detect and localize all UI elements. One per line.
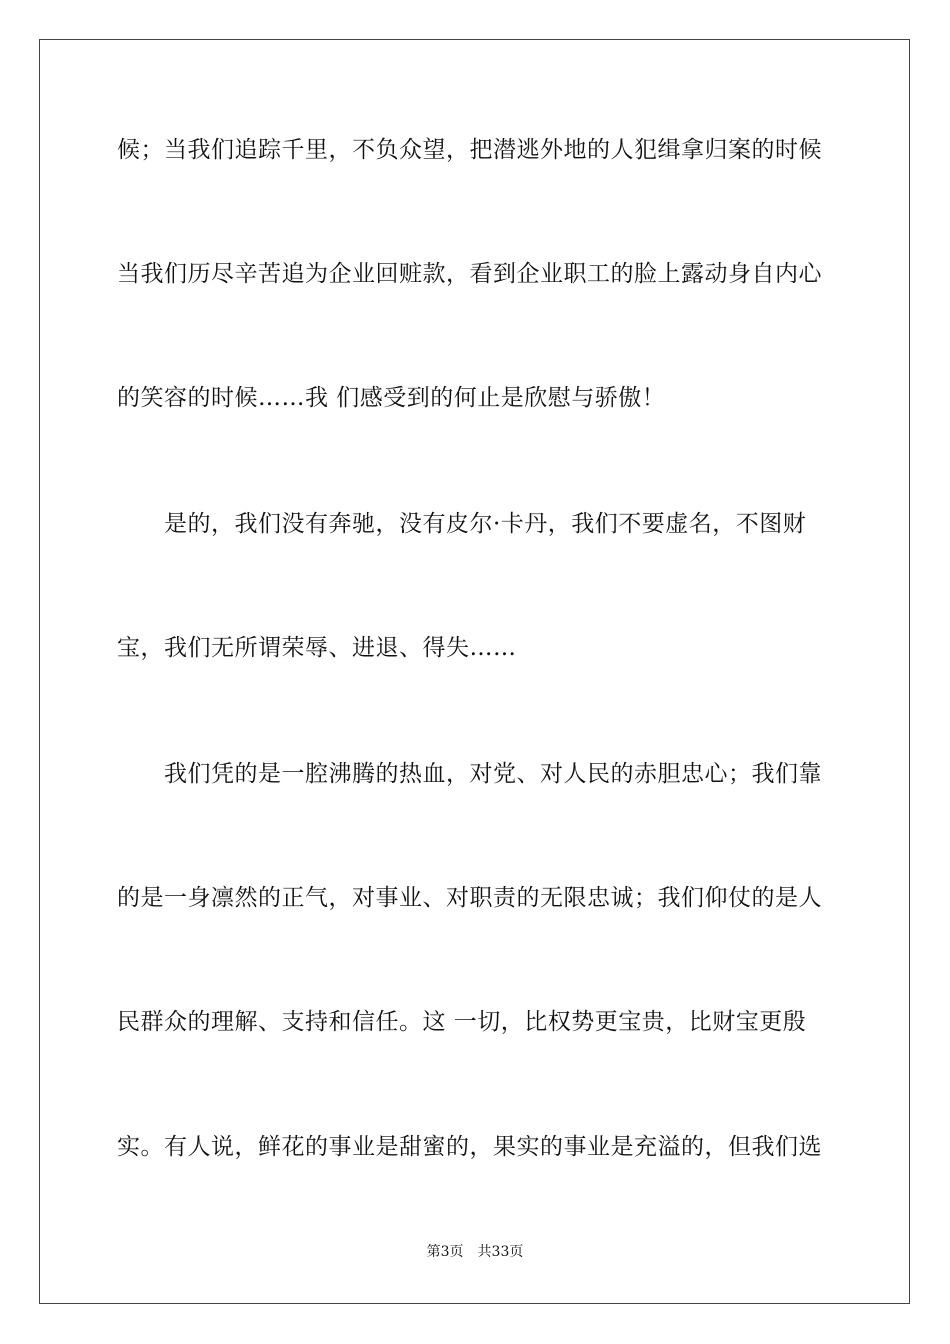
text-line-7: 的是一身凛然的正气，对事业、对职责的无限忠诚；我们仰仗的是人 (117, 885, 822, 911)
text-line-1: 候；当我们追踪千里，不负众望，把潜逃外地的人犯缉拿归案的时候 (117, 137, 822, 163)
text-line-9: 实。有人说，鲜花的事业是甜蜜的，果实的事业是充溢的，但我们选 (117, 1134, 822, 1160)
text-line-6: 我们凭的是一腔沸腾的热血，对党、对人民的赤胆忠心；我们靠 (117, 761, 822, 787)
text-line-4: 是的，我们没有奔驰，没有皮尔·卡丹，我们不要虚名，不图财 (117, 511, 807, 537)
text-line-2: 当我们历尽辛苦追为企业回赃款，看到企业职工的脸上露动身自内心 (117, 261, 822, 287)
text-line-8: 民群众的理解、支持和信任。这 一切，比权势更宝贵，比财宝更殷 (117, 1009, 807, 1035)
text-line-3: 的笑容的时候……我 们感受到的何止是欣慰与骄傲！ (117, 385, 666, 411)
page-border (39, 39, 910, 1304)
text-line-5: 宝，我们无所谓荣辱、进退、得失…… (117, 635, 517, 661)
page-footer (0, 1243, 950, 1261)
page-total: 共33页 (477, 1244, 524, 1260)
page-number: 第3页 (426, 1244, 464, 1260)
